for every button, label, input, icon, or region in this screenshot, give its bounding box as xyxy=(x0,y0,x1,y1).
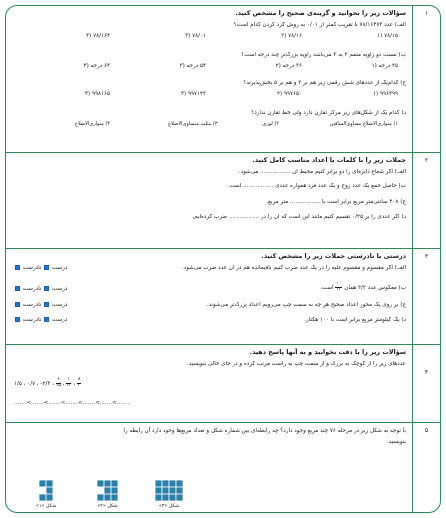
fraction-numerator: ۱۰ xyxy=(336,282,342,286)
question-heading: سؤالات زیر را بخوانید و گزینه‌ی صحیح را مشخص کنید. xyxy=(235,9,406,17)
question-heading: جملات زیر را با کلمات یا اعداد مناسب کامل کنید. xyxy=(252,156,406,164)
grid-square xyxy=(111,487,118,494)
grid-square xyxy=(155,487,162,494)
statement: د) یک کیلومتر مربع برابر است با ۱۰۰ هکتار. xyxy=(304,317,406,323)
false-label: نادرست xyxy=(22,286,42,292)
grid-square xyxy=(169,480,176,487)
answer-line[interactable]: .......<.......<.......<.......<.......<.......<....... xyxy=(14,400,130,406)
fraction xyxy=(56,378,61,389)
true-label: درست xyxy=(51,286,68,292)
number-list-text: ۱/۵ ، ۰/۷ ، -۲/۳ ، xyxy=(14,380,55,387)
grid-square xyxy=(97,487,104,494)
grid-square xyxy=(111,480,118,487)
fraction-denominator: ۱۲ xyxy=(66,382,72,388)
option[interactable]: ۷۸/۱۶ (۲ xyxy=(281,33,302,39)
false-checkbox[interactable] xyxy=(15,265,20,270)
fraction xyxy=(66,378,71,389)
grid-square xyxy=(46,494,53,501)
grid-square xyxy=(176,494,183,501)
true-false-item xyxy=(14,302,406,317)
grid-square xyxy=(39,494,46,501)
number-list: ۱/۵ ، ۰/۷ ، -۲/۳ ، $\frac{۶}{۱۵}$ ، $\frac{۱}{۱۲}$ ، $\frac{۸}{۳}$ xyxy=(14,377,81,388)
options-row xyxy=(14,91,406,102)
true-label: درست xyxy=(51,317,68,323)
question-3 xyxy=(6,249,440,345)
question-text: عددهای زیر را از کوچک به بزرگ و از سمت چپ به راست مرتب کرده و در جای خالی بنویسید. xyxy=(186,361,406,367)
true-false-choices xyxy=(14,265,67,272)
options-row xyxy=(14,33,406,44)
fill-blank[interactable]: د) اگر عددی را بر ۰/۲۵ تقسیم کنیم مانند این است که آن را در ................. ضرب کرده‌ایم. xyxy=(192,214,406,220)
statement: الف) اگر مقسوم و مقسوم علیه را در یک عدد ضرب کنیم باقیمانده هم در آن عدد ضرب می‌شود. xyxy=(182,265,406,271)
question-text: الف) عدد ۷۸/۱۶۴۷۳ با تقریب کمتر از ۰/۰۱ به روش گرد کردن کدام است؟ xyxy=(233,22,406,28)
false-label: نادرست xyxy=(22,265,42,271)
true-checkbox[interactable] xyxy=(44,265,49,270)
grid-square xyxy=(169,487,176,494)
true-false-item xyxy=(14,317,406,328)
grid-square xyxy=(155,480,162,487)
true-checkbox[interactable] xyxy=(44,302,49,307)
grid-square xyxy=(162,494,169,501)
fill-blank[interactable]: ج) ۴۰۸ سانتی‌متر مربع برابر است با ................. متر مربع. xyxy=(266,199,406,205)
grid-square xyxy=(39,480,46,487)
option[interactable]: ۷۸/۰۱ (۳ xyxy=(185,33,206,39)
question-text: ج) کدام‌یک از عددهای شش رقمی زیر هم بر ۳ و هم بر ۵ بخش‌پذیرند؟ xyxy=(243,80,406,86)
option[interactable]: ۴۵ درجه (۱ xyxy=(371,63,398,69)
question-text: د) کدام یک از شکل‌های زیر مرکز تقارن دارد ولی خط تقارن ندارد؟ xyxy=(251,110,406,116)
fraction xyxy=(77,378,82,389)
grid-square xyxy=(176,487,183,494)
options-row xyxy=(14,121,406,132)
true-label: درست xyxy=(51,265,68,271)
option[interactable]: ۹۹۸۱۶۵ (۴ xyxy=(84,91,110,97)
fill-blank[interactable]: الف) اگر شعاع دایره‌ای را دو برابر کنیم محیط آن ................. می‌شود. xyxy=(238,169,406,175)
option[interactable]: ۹۹۷۱۴۳ (۳ xyxy=(180,91,206,97)
grid-square xyxy=(176,480,183,487)
question-heading: درستی یا نادرستی جملات زیر را مشخص کنید. xyxy=(261,252,406,260)
true-false-choices xyxy=(14,317,67,324)
true-checkbox[interactable] xyxy=(44,317,49,322)
question-text: ب) نسبت دو زاویه متمم ۲ به ۳ می‌باشد زاویه بزرگ‌تر چند درجه است؟ xyxy=(241,52,406,58)
option[interactable]: ۶۴ درجه (۴ xyxy=(83,63,110,69)
true-false-choices xyxy=(14,302,67,309)
question-number: ۵ xyxy=(412,423,440,513)
square-grid xyxy=(96,479,119,502)
grid-square xyxy=(39,487,46,494)
true-false-item xyxy=(14,282,406,302)
false-label: نادرست xyxy=(22,302,42,308)
statement: ج) بر روی یک محور اعداد صحیح هر چه به سمت چپ می‌رویم اعداد بزرگ‌تر می‌شوند. xyxy=(206,302,406,308)
fraction-denominator: ۳ xyxy=(77,382,81,388)
false-label: نادرست xyxy=(22,317,42,323)
pattern-shape-1 xyxy=(36,479,56,510)
option[interactable]: ۲) لوزی xyxy=(262,121,279,127)
grid-square xyxy=(97,480,104,487)
grid-square xyxy=(169,494,176,501)
fill-blank[interactable]: ب) حاصل جمع یک عدد زوج و یک عدد فرد همواره عددی ................. است. xyxy=(227,183,406,189)
fraction-numerator: ۶ xyxy=(57,377,60,382)
question-number: ۳ xyxy=(412,249,440,344)
pattern-shape-2 xyxy=(96,479,119,510)
options-row xyxy=(14,63,406,74)
true-checkbox[interactable] xyxy=(44,286,49,291)
fraction-numerator: ۱ xyxy=(67,377,71,382)
shape-label: شکل «۱» xyxy=(36,504,57,510)
shape-label: شکل «۳» xyxy=(158,504,180,510)
grid-square xyxy=(104,494,111,501)
question-text: با توجه به شکل زیر در مرحله ۷۶ چند مربع وجود دارد؟ چه رابطه‌ای بین شماره شکل و تعداد مربع‌ها وجود دارد آن رابطه را xyxy=(123,428,406,434)
square-grid xyxy=(38,479,54,502)
grid-square xyxy=(97,494,104,501)
pattern-shape-3 xyxy=(154,479,184,510)
question-number: ۱ xyxy=(412,6,440,152)
option[interactable]: ۷۸/۱۵ (۱ xyxy=(377,33,398,39)
option[interactable]: ۹۹۶۴۹۹ (۱ xyxy=(372,91,398,97)
false-checkbox[interactable] xyxy=(15,286,20,291)
fraction xyxy=(335,282,342,293)
true-false-choices xyxy=(14,286,67,293)
grid-square xyxy=(104,487,111,494)
grid-square xyxy=(111,494,118,501)
question-number: ۲ xyxy=(412,153,440,248)
exam-sheet xyxy=(5,5,441,513)
grid-square xyxy=(162,487,169,494)
false-checkbox[interactable] xyxy=(15,302,20,307)
true-label: درست xyxy=(51,302,68,308)
question-text-cont: بنویسید. xyxy=(386,439,406,445)
option[interactable]: ۵۴ درجه (۳ xyxy=(179,63,206,69)
grid-square xyxy=(46,487,53,494)
square-grid xyxy=(154,479,184,502)
option[interactable]: ۴) متوازی‌الاضلاع xyxy=(74,121,111,127)
grid-square xyxy=(155,494,162,501)
question-4 xyxy=(6,345,440,423)
false-checkbox[interactable] xyxy=(15,317,20,322)
option[interactable]: ۹۹۷۶۵۰ (۲ xyxy=(276,91,302,97)
question-heading: سؤالات زیر را با دقت بخوانید و به آنها پاسخ دهید. xyxy=(249,348,406,356)
true-false-item xyxy=(14,265,406,282)
grid-square xyxy=(162,480,169,487)
shape-label: شکل «۲» xyxy=(97,504,118,510)
option[interactable]: ۳) مثلث متساوی‌الاضلاع xyxy=(168,121,218,127)
option[interactable]: ۱) متوازی‌الاضلاع مساوی‌الساقین xyxy=(329,121,398,127)
grid-square xyxy=(46,480,53,487)
statement-end: است. xyxy=(320,284,334,291)
question-5 xyxy=(6,423,440,513)
question-number: ۴ xyxy=(412,345,440,422)
fraction-denominator: ۱۵ xyxy=(55,382,61,388)
grid-square xyxy=(104,480,111,487)
option[interactable]: ۳۶ درجه (۲ xyxy=(275,63,302,69)
option[interactable]: ۷۸/۱۶۴ (۴ xyxy=(86,33,110,39)
fraction-denominator: ۳۲ xyxy=(336,286,342,292)
statement-start: ب) معکوس عدد ۳/۲ همان xyxy=(344,284,406,291)
fraction-numerator: ۸ xyxy=(77,377,81,382)
question-2 xyxy=(6,153,440,249)
question-1 xyxy=(6,6,440,153)
